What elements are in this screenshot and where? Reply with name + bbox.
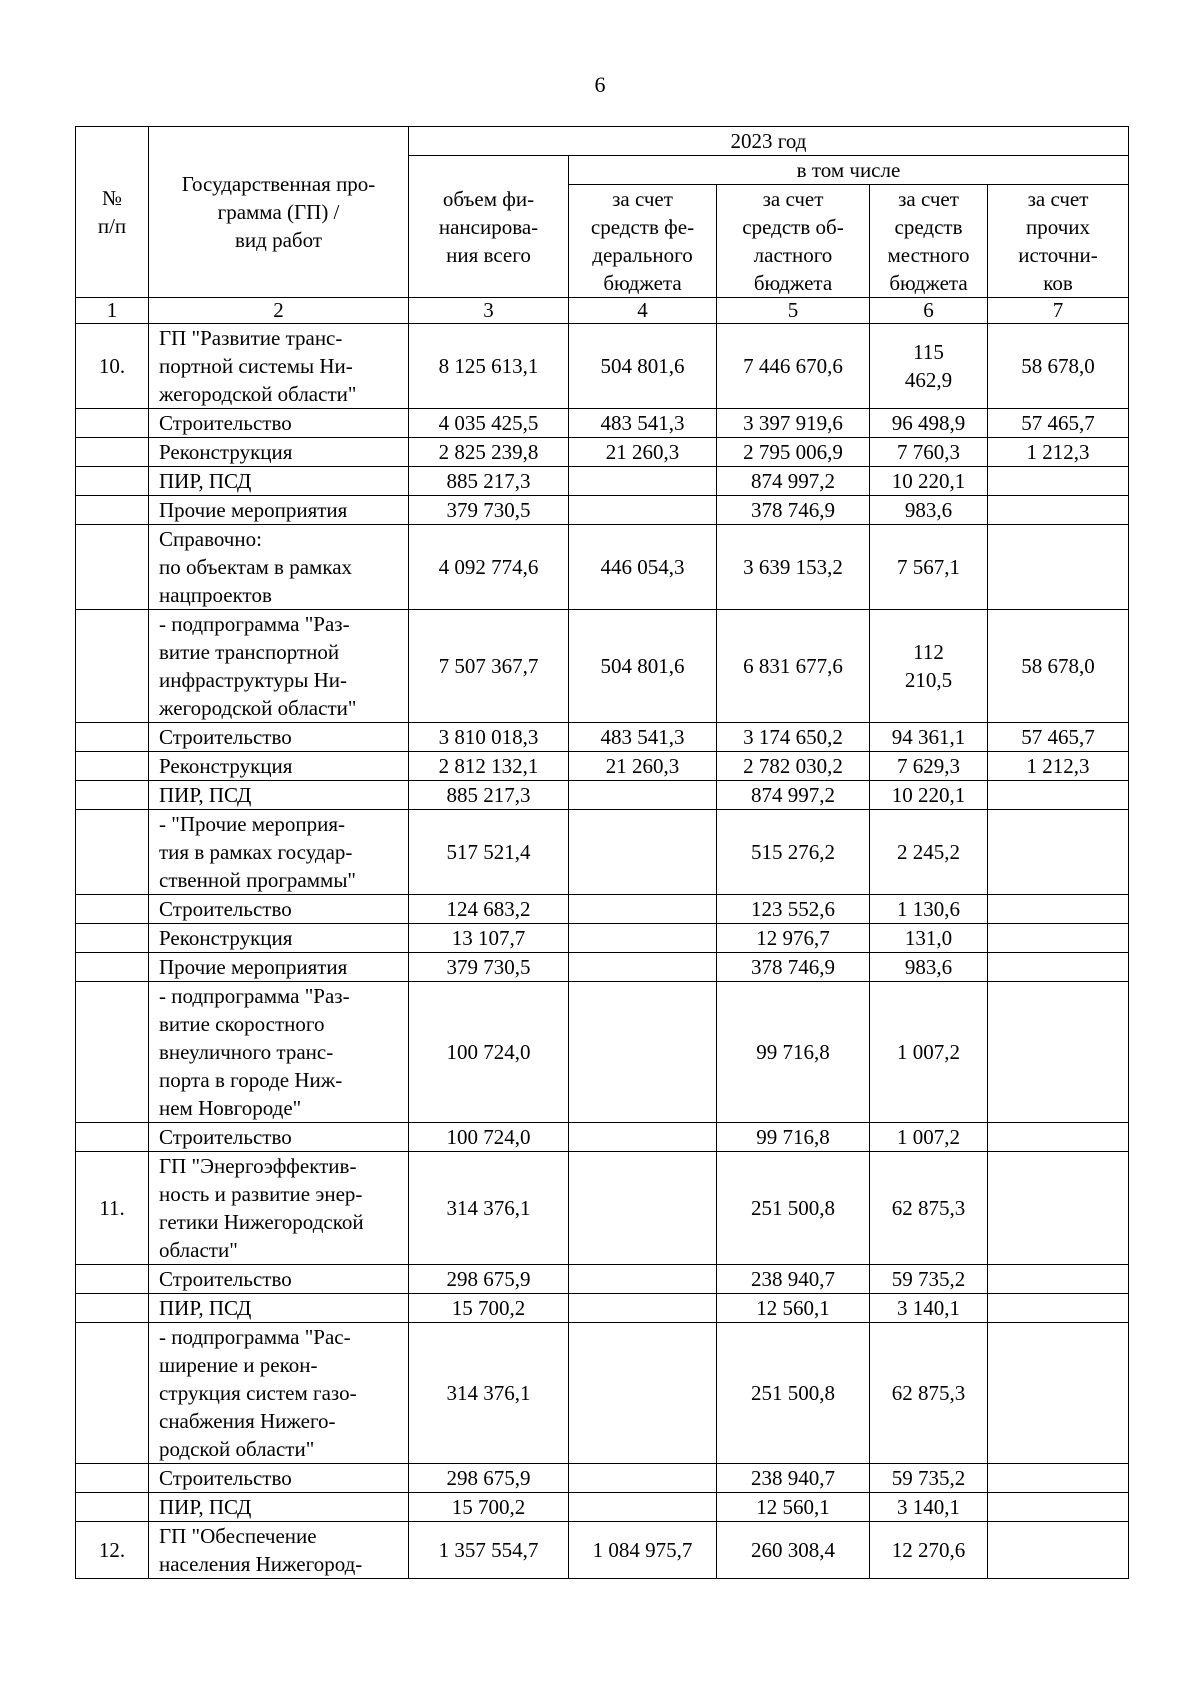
table-row [76, 438, 1129, 467]
total-value: 314 376,1 [409, 1152, 569, 1265]
federal-value [569, 1294, 717, 1323]
federal-value: 504 801,6 [569, 610, 717, 723]
other-value: 57 465,7 [988, 723, 1129, 752]
table-row [76, 1152, 1129, 1265]
row-number: 12. [76, 1522, 149, 1579]
table-row [76, 810, 1129, 895]
row-name: Строительство [149, 723, 409, 752]
regional-value: 12 560,1 [717, 1294, 870, 1323]
total-value: 2 812 132,1 [409, 752, 569, 781]
table-row [76, 752, 1129, 781]
local-value: 115 462,9 [870, 324, 988, 409]
other-value [988, 1123, 1129, 1152]
total-value: 314 376,1 [409, 1323, 569, 1464]
local-value: 96 498,9 [870, 409, 988, 438]
local-value: 94 361,1 [870, 723, 988, 752]
table-row [76, 1464, 1129, 1493]
federal-value: 1 084 975,7 [569, 1522, 717, 1579]
table-row [76, 610, 1129, 723]
row-name: - "Прочие мероприя- тия в рамках государ- ственной программы" [149, 810, 409, 895]
table-row [76, 1123, 1129, 1152]
federal-value [569, 1152, 717, 1265]
header-federal-budget: за счет средств фе- дерального бюджета [569, 185, 717, 298]
row-number [76, 1464, 149, 1493]
row-number [76, 723, 149, 752]
federal-value: 504 801,6 [569, 324, 717, 409]
other-value [988, 1464, 1129, 1493]
total-value: 517 521,4 [409, 810, 569, 895]
column-number: 5 [717, 298, 870, 324]
row-number [76, 752, 149, 781]
regional-value: 874 997,2 [717, 467, 870, 496]
row-name: ГП "Развитие транс- портной системы Ни- жегородской области" [149, 324, 409, 409]
local-value: 10 220,1 [870, 781, 988, 810]
row-name: ПИР, ПСД [149, 1294, 409, 1323]
header-other-sources: за счет прочих источни- ков [988, 185, 1129, 298]
other-value [988, 1493, 1129, 1522]
row-number: 11. [76, 1152, 149, 1265]
other-value [988, 1522, 1129, 1579]
regional-value: 2 795 006,9 [717, 438, 870, 467]
row-name: Реконструкция [149, 438, 409, 467]
federal-value [569, 781, 717, 810]
local-value: 3 140,1 [870, 1493, 988, 1522]
federal-value [569, 496, 717, 525]
table-row [76, 895, 1129, 924]
regional-value: 6 831 677,6 [717, 610, 870, 723]
other-value: 1 212,3 [988, 752, 1129, 781]
local-value: 7 629,3 [870, 752, 988, 781]
row-name: Строительство [149, 409, 409, 438]
total-value: 15 700,2 [409, 1294, 569, 1323]
local-value: 112 210,5 [870, 610, 988, 723]
regional-value: 3 639 153,2 [717, 525, 870, 610]
regional-value: 378 746,9 [717, 953, 870, 982]
row-number [76, 1493, 149, 1522]
row-number [76, 1123, 149, 1152]
regional-value: 3 174 650,2 [717, 723, 870, 752]
header-program: Государственная про- грамма (ГП) / вид работ [149, 127, 409, 298]
other-value [988, 924, 1129, 953]
row-name: Строительство [149, 1464, 409, 1493]
local-value: 7 760,3 [870, 438, 988, 467]
row-number [76, 496, 149, 525]
row-name: Реконструкция [149, 924, 409, 953]
local-value: 59 735,2 [870, 1265, 988, 1294]
other-value [988, 895, 1129, 924]
row-number [76, 1294, 149, 1323]
row-name: - подпрограмма "Раз- витие скоростного внеуличного транс- порта в городе Ниж- нем Новгороде" [149, 982, 409, 1123]
federal-value: 483 541,3 [569, 723, 717, 752]
local-value: 62 875,3 [870, 1152, 988, 1265]
row-name: ПИР, ПСД [149, 781, 409, 810]
column-number: 2 [149, 298, 409, 324]
regional-value: 3 397 919,6 [717, 409, 870, 438]
federal-value: 483 541,3 [569, 409, 717, 438]
row-name: Строительство [149, 895, 409, 924]
header-regional-budget: за счет средств об- ластного бюджета [717, 185, 870, 298]
other-value [988, 1323, 1129, 1464]
table-row [76, 409, 1129, 438]
row-name: Прочие мероприятия [149, 953, 409, 982]
row-name: Справочно: по объектам в рамках нацпроектов [149, 525, 409, 610]
federal-value [569, 1493, 717, 1522]
row-name: - подпрограмма "Раз- витие транспортной инфраструктуры Ни- жегородской области" [149, 610, 409, 723]
table-row [76, 496, 1129, 525]
other-value [988, 1294, 1129, 1323]
local-value: 62 875,3 [870, 1323, 988, 1464]
row-number [76, 810, 149, 895]
local-value: 7 567,1 [870, 525, 988, 610]
regional-value: 251 500,8 [717, 1152, 870, 1265]
total-value: 124 683,2 [409, 895, 569, 924]
row-name: - подпрограмма "Рас- ширение и рекон- струкция систем газо- снабжения Нижего- родской области" [149, 1323, 409, 1464]
federal-value [569, 1464, 717, 1493]
other-value: 57 465,7 [988, 409, 1129, 438]
other-value: 58 678,0 [988, 610, 1129, 723]
row-number [76, 895, 149, 924]
column-number: 3 [409, 298, 569, 324]
federal-value [569, 895, 717, 924]
regional-value: 874 997,2 [717, 781, 870, 810]
federal-value: 21 260,3 [569, 438, 717, 467]
local-value: 59 735,2 [870, 1464, 988, 1493]
table-body [76, 324, 1129, 1579]
row-number [76, 438, 149, 467]
regional-value: 260 308,4 [717, 1522, 870, 1579]
header-row-number: № п/п [76, 127, 149, 298]
federal-value [569, 982, 717, 1123]
federal-value: 446 054,3 [569, 525, 717, 610]
local-value: 983,6 [870, 953, 988, 982]
table-row [76, 982, 1129, 1123]
federal-value [569, 953, 717, 982]
local-value: 10 220,1 [870, 467, 988, 496]
row-name: Строительство [149, 1123, 409, 1152]
header-year: 2023 год [409, 127, 1129, 156]
federal-value: 21 260,3 [569, 752, 717, 781]
row-number [76, 467, 149, 496]
total-value: 7 507 367,7 [409, 610, 569, 723]
page-number: 6 [594, 72, 606, 97]
local-value: 12 270,6 [870, 1522, 988, 1579]
header-including: в том числе [569, 156, 1129, 185]
other-value [988, 810, 1129, 895]
local-value: 131,0 [870, 924, 988, 953]
other-value [988, 982, 1129, 1123]
federal-value [569, 1323, 717, 1464]
regional-value: 12 560,1 [717, 1493, 870, 1522]
local-value: 2 245,2 [870, 810, 988, 895]
other-value [988, 525, 1129, 610]
other-value [988, 467, 1129, 496]
total-value: 13 107,7 [409, 924, 569, 953]
total-value: 4 035 425,5 [409, 409, 569, 438]
column-numbers-row [76, 298, 1129, 324]
column-number: 7 [988, 298, 1129, 324]
table-row [76, 953, 1129, 982]
total-value: 100 724,0 [409, 982, 569, 1123]
table-row [76, 723, 1129, 752]
regional-value: 99 716,8 [717, 982, 870, 1123]
other-value [988, 1152, 1129, 1265]
row-number [76, 525, 149, 610]
total-value: 885 217,3 [409, 467, 569, 496]
row-name: ПИР, ПСД [149, 1493, 409, 1522]
table-row [76, 1522, 1129, 1579]
total-value: 379 730,5 [409, 496, 569, 525]
federal-value [569, 924, 717, 953]
other-value: 1 212,3 [988, 438, 1129, 467]
table-row [76, 1323, 1129, 1464]
total-value: 1 357 554,7 [409, 1522, 569, 1579]
regional-value: 7 446 670,6 [717, 324, 870, 409]
total-value: 3 810 018,3 [409, 723, 569, 752]
local-value: 983,6 [870, 496, 988, 525]
column-number: 6 [870, 298, 988, 324]
total-value: 4 092 774,6 [409, 525, 569, 610]
federal-value [569, 1265, 717, 1294]
table-row [76, 324, 1129, 409]
table-row [76, 924, 1129, 953]
table-row [76, 1265, 1129, 1294]
table-row [76, 781, 1129, 810]
other-value [988, 781, 1129, 810]
row-number [76, 924, 149, 953]
other-value [988, 496, 1129, 525]
row-number [76, 409, 149, 438]
table-row [76, 467, 1129, 496]
row-name: Строительство [149, 1265, 409, 1294]
regional-value: 123 552,6 [717, 895, 870, 924]
other-value: 58 678,0 [988, 324, 1129, 409]
total-value: 8 125 613,1 [409, 324, 569, 409]
regional-value: 515 276,2 [717, 810, 870, 895]
local-value: 1 007,2 [870, 1123, 988, 1152]
federal-value [569, 467, 717, 496]
total-value: 379 730,5 [409, 953, 569, 982]
row-number: 10. [76, 324, 149, 409]
other-value [988, 1265, 1129, 1294]
federal-value [569, 1123, 717, 1152]
row-name: Прочие мероприятия [149, 496, 409, 525]
federal-value [569, 810, 717, 895]
row-number [76, 953, 149, 982]
row-number [76, 982, 149, 1123]
header-local-budget: за счет средств местного бюджета [870, 185, 988, 298]
local-value: 1 007,2 [870, 982, 988, 1123]
regional-value: 378 746,9 [717, 496, 870, 525]
total-value: 298 675,9 [409, 1265, 569, 1294]
row-name: ГП "Энергоэффектив- ность и развитие энер- гетики Нижегородской области" [149, 1152, 409, 1265]
column-number: 4 [569, 298, 717, 324]
local-value: 1 130,6 [870, 895, 988, 924]
regional-value: 99 716,8 [717, 1123, 870, 1152]
row-number [76, 610, 149, 723]
regional-value: 12 976,7 [717, 924, 870, 953]
local-value: 3 140,1 [870, 1294, 988, 1323]
total-value: 15 700,2 [409, 1493, 569, 1522]
total-value: 2 825 239,8 [409, 438, 569, 467]
row-number [76, 781, 149, 810]
table-row [76, 1493, 1129, 1522]
total-value: 885 217,3 [409, 781, 569, 810]
other-value [988, 953, 1129, 982]
row-number [76, 1323, 149, 1464]
row-name: Реконструкция [149, 752, 409, 781]
row-number [76, 1265, 149, 1294]
total-value: 100 724,0 [409, 1123, 569, 1152]
header-total-financing: объем фи- нансирова- ния всего [409, 156, 569, 298]
table-row [76, 1294, 1129, 1323]
row-name: ГП "Обеспечение населения Нижегород- [149, 1522, 409, 1579]
regional-value: 238 940,7 [717, 1265, 870, 1294]
column-number: 1 [76, 298, 149, 324]
table-row [76, 525, 1129, 610]
total-value: 298 675,9 [409, 1464, 569, 1493]
regional-value: 251 500,8 [717, 1323, 870, 1464]
regional-value: 2 782 030,2 [717, 752, 870, 781]
budget-table [75, 126, 1129, 1579]
regional-value: 238 940,7 [717, 1464, 870, 1493]
row-name: ПИР, ПСД [149, 467, 409, 496]
